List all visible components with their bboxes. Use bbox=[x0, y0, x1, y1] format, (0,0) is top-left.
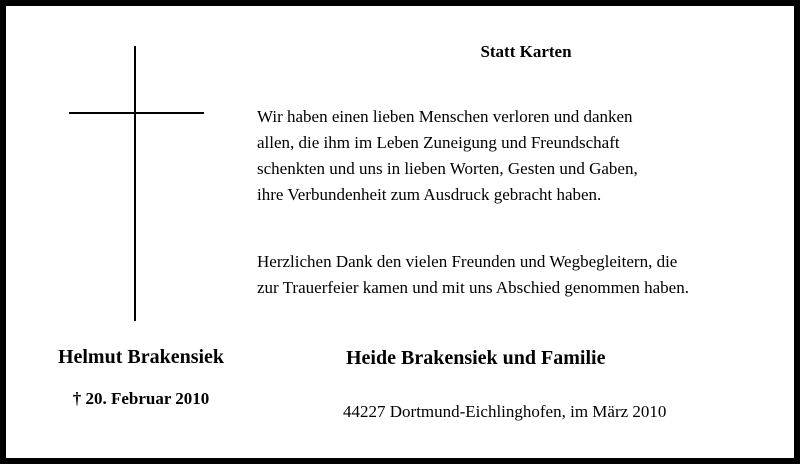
paragraph-line: allen, die ihm im Leben Zuneigung und Freundschaft bbox=[257, 133, 620, 152]
paragraph-line: schenkten und uns in lieben Worten, Gesten und Gaben, bbox=[257, 159, 638, 178]
paragraph-line: zur Trauerfeier kamen und mit uns Abschied genommen haben. bbox=[257, 278, 689, 297]
family-name: Heide Brakensiek und Familie bbox=[346, 347, 606, 369]
deceased-name: Helmut Brakensiek bbox=[57, 346, 225, 368]
paragraph-line: Herzlichen Dank den vielen Freunden und Wegbegleitern, die bbox=[257, 252, 678, 271]
place-date: 44227 Dortmund-Eichlinghofen, im März 2010 bbox=[343, 402, 667, 421]
paragraph-line: Wir haben einen lieben Menschen verloren und danken bbox=[257, 107, 633, 126]
cross-horizontal-bar bbox=[69, 112, 204, 114]
paragraph-line: ihre Verbundenheit zum Ausdruck gebracht haben. bbox=[257, 185, 602, 204]
thanks-paragraph bbox=[257, 104, 797, 208]
cross-vertical-bar bbox=[134, 46, 136, 321]
gratitude-paragraph bbox=[257, 249, 797, 301]
death-date: † 20. Februar 2010 bbox=[72, 389, 210, 408]
heading: Statt Karten bbox=[480, 42, 572, 61]
